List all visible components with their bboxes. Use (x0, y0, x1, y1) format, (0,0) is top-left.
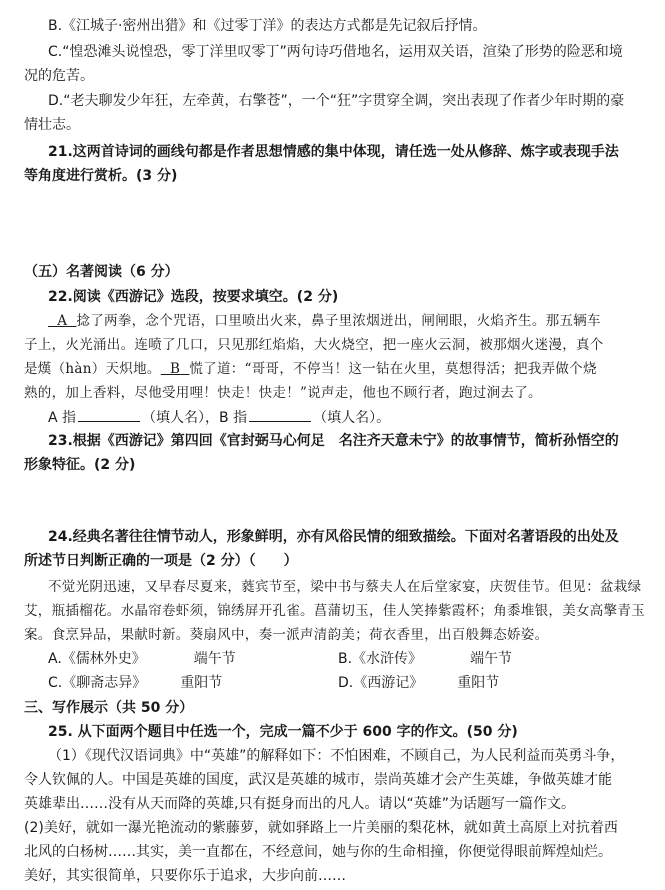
q20-option-b: B.《江城子·密州出猎》和《过零丁洋》的表达方式都是先记叙后抒情。 (48, 18, 487, 34)
q24-option-a[interactable]: A.《儒林外史》 端午节 (48, 651, 236, 667)
q24-quote-line2: 艾，瓶插榴花。水晶帘卷虾须，锦绣屏开孔雀。菖蒲切玉，佳人笑捧紫霞杯；角黍堆银，美女高擎青玉 (24, 603, 645, 619)
section5-title: （五）名著阅读（6 分） (24, 264, 179, 280)
q25-topic1-line2: 令人钦佩的人。中国是英雄的国度，武汉是英雄的城市，崇尚英雄才会产生英雄，争做英雄才能 (24, 772, 612, 788)
q22-passage-line3: 是熯（hàn）天炽地。 B 慌了道：“哥哥，不停当！这一钻在火里，莫想得活；把我弄做个烧 (24, 361, 597, 377)
q22-passage-line1: A 捻了两拳，念个咒语，口里喷出火来，鼻子里浓烟迸出，闸闸眼，火焰齐生。那五辆车 (48, 311, 601, 331)
q23-line1: 23.根据《西游记》第四回《官封弼马心何足 名注齐天意未宁》的故事情节，简析孙悟空的 (48, 433, 619, 449)
q25-topic1-line3: 英雄辈出……没有从天而降的英雄,只有挺身而出的凡人。请以“英雄”为话题写一篇作文。 (24, 796, 575, 812)
q24-quote-line1: 不觉光阴迅速，又早春尽夏来，蕤宾节至，梁中书与蔡夫人在后堂家宴，庆贺佳节。但见：盆栽绿 (48, 579, 642, 595)
q22-fill-line: A 指 （填人名），B 指 （填人名）。 (48, 407, 390, 428)
q25-topic2-line3: 美好，其实很简单，只要你乐于追求，大步向前…… (24, 868, 346, 884)
q22-marker-b: B (169, 361, 181, 377)
q24-line1: 24.经典名著往往情节动人，形象鲜明，亦有风俗民情的细致描绘。下面对名著语段的出处及 (48, 529, 619, 545)
q24-quote-line3: 案。食烹异品，果献时新。葵扇风中，奏一派声清韵美；荷衣香里，出百般舞态娇姿。 (24, 627, 549, 643)
q20-option-d-line2: 情壮志。 (24, 117, 80, 133)
q23-line2: 形象特征。(2 分) (24, 457, 136, 473)
q20-option-d-line1: D.“老夫聊发少年狂，左牵黄，右擎苍”，一个“狂”字贯穿全调，突出表现了作者少年时期的豪 (48, 93, 625, 109)
q22-passage-line2: 子上，火光涌出。连喷了几口，只见那红焰焰，大火烧空，把一座火云洞，被那烟火迷漫，真个 (24, 337, 604, 353)
q24-option-c[interactable]: C.《聊斋志异》 重阳节 (48, 675, 223, 691)
q22-passage-line4: 熟的，加上香料，尽他受用哩！快走！快走！”说声走，他也不顾行者，跑过涧去了。 (24, 385, 542, 401)
q21-line1: 21.这两首诗词的画线句都是作者思想情感的集中体现，请任选一处从修辞、炼字或表现手法 (48, 144, 619, 160)
q21-line2: 等角度进行赏析。(3 分) (24, 168, 178, 184)
q25-topic2-line2: 北风的白杨树……其实，美一直都在，不经意间，她与你的生命相撞，你便觉得眼前辉煌灿烂。 (24, 844, 612, 860)
fill-blank-a[interactable] (78, 407, 140, 422)
fill-blank-b[interactable] (249, 407, 311, 422)
q25-topic2-line1: (2)美好，就如一瀑光艳流动的紫藤萝，就如驿路上一片美丽的梨花林，就如黄土高原上对抗着西 (24, 820, 618, 836)
section3-title: 三、写作展示（共 50 分） (24, 700, 194, 716)
q25-prompt: 25. 从下面两个题目中任选一个，完成一篇不少于 600 字的作文。(50 分) (48, 724, 518, 740)
q24-line2: 所述节日判断正确的一项是（2 分）（ ） (24, 553, 298, 569)
q22-marker-a: A (57, 313, 68, 329)
q25-topic1-line1: （1）《现代汉语词典》中“英雄”的解释如下：不怕困难，不顾自己，为人民利益而英勇斗争， (48, 748, 625, 764)
q20-option-c-line1: C.“惶恐滩头说惶恐，零丁洋里叹零丁”两句诗巧借地名，运用双关语，渲染了形势的险恶和境 (48, 44, 623, 60)
q24-option-d[interactable]: D.《西游记》 重阳节 (338, 675, 500, 691)
q22-prompt: 22.阅读《西游记》选段，按要求填空。(2 分) (48, 289, 339, 305)
q20-option-c-line2: 况的危苦。 (24, 68, 94, 84)
q24-option-b[interactable]: B.《水浒传》 端午节 (338, 651, 513, 667)
